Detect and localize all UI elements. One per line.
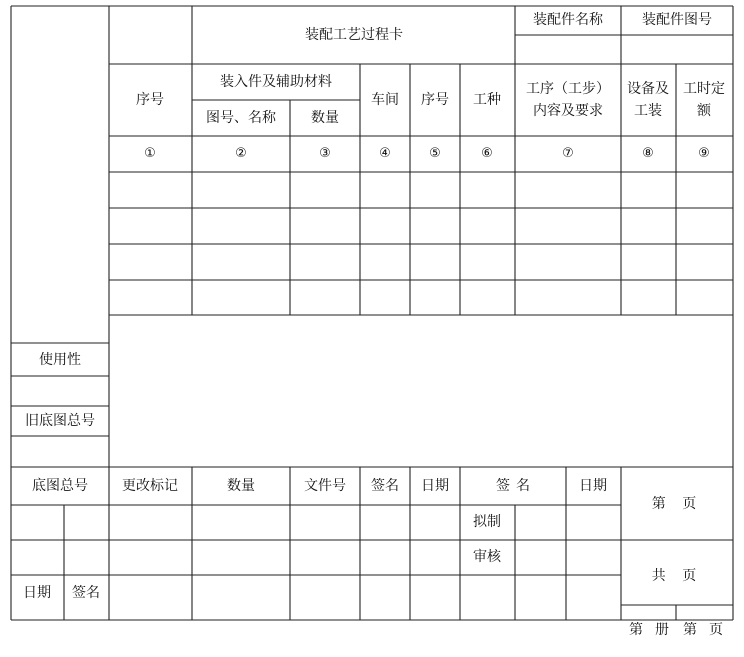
col-drawing-name: 图号、名称 <box>206 110 276 126</box>
sign3-label: 签名 <box>72 585 100 601</box>
page-suffix: 页 <box>709 622 723 638</box>
col-number-5: ⑤ <box>429 146 441 161</box>
page-no-label: 第 页 <box>651 496 703 512</box>
col-number-2: ② <box>235 146 247 161</box>
col-work-type: 工种 <box>473 92 501 108</box>
signature-label: 签名 <box>371 478 399 494</box>
change-mark-label: 更改标记 <box>122 478 178 494</box>
col-equipment-line2: 工装 <box>634 103 662 119</box>
col-number-9: ⑨ <box>698 146 710 161</box>
date3-label: 日期 <box>23 585 51 601</box>
col-number-1: ① <box>144 146 156 161</box>
review-label: 审核 <box>473 549 501 565</box>
col-number-4: ④ <box>379 146 391 161</box>
col-quantity: 数量 <box>311 110 339 126</box>
col-number-8: ⑧ <box>642 146 654 161</box>
base-total-no-label: 底图总号 <box>32 478 88 494</box>
col-time-line1: 工时定 <box>683 81 725 97</box>
col-process-line1: 工序（工步） <box>526 81 610 97</box>
date2-label: 日期 <box>579 478 607 494</box>
col-equipment-line1: 设备及 <box>627 81 669 97</box>
part-drawing-no-label: 装配件图号 <box>642 12 712 28</box>
col-workshop: 车间 <box>371 92 399 108</box>
part-name-label: 装配件名称 <box>533 12 603 28</box>
file-no-label: 文件号 <box>304 478 346 494</box>
usability-label: 使用性 <box>39 352 81 368</box>
col-seq2: 序号 <box>421 92 449 108</box>
col-number-7: ⑦ <box>562 146 574 161</box>
col-number-3: ③ <box>319 146 331 161</box>
sign2-label: 签名 <box>496 478 536 494</box>
col-number-6: ⑥ <box>481 146 493 161</box>
col-seq: 序号 <box>136 92 164 108</box>
total-pages-label: 共 页 <box>651 568 703 584</box>
form-title: 装配工艺过程卡 <box>305 27 403 43</box>
volume-prefix: 第 <box>629 622 643 638</box>
col-time-line2: 额 <box>697 103 711 119</box>
date-label: 日期 <box>421 478 449 494</box>
old-base-no-label: 旧底图总号 <box>25 413 95 429</box>
draft-label: 拟制 <box>473 514 501 530</box>
volume-suffix: 册 <box>655 622 669 638</box>
page-prefix: 第 <box>683 622 697 638</box>
col-process-line2: 内容及要求 <box>533 103 603 119</box>
footer-quantity-label: 数量 <box>227 478 255 494</box>
col-input-parts: 装入件及辅助材料 <box>220 74 332 90</box>
